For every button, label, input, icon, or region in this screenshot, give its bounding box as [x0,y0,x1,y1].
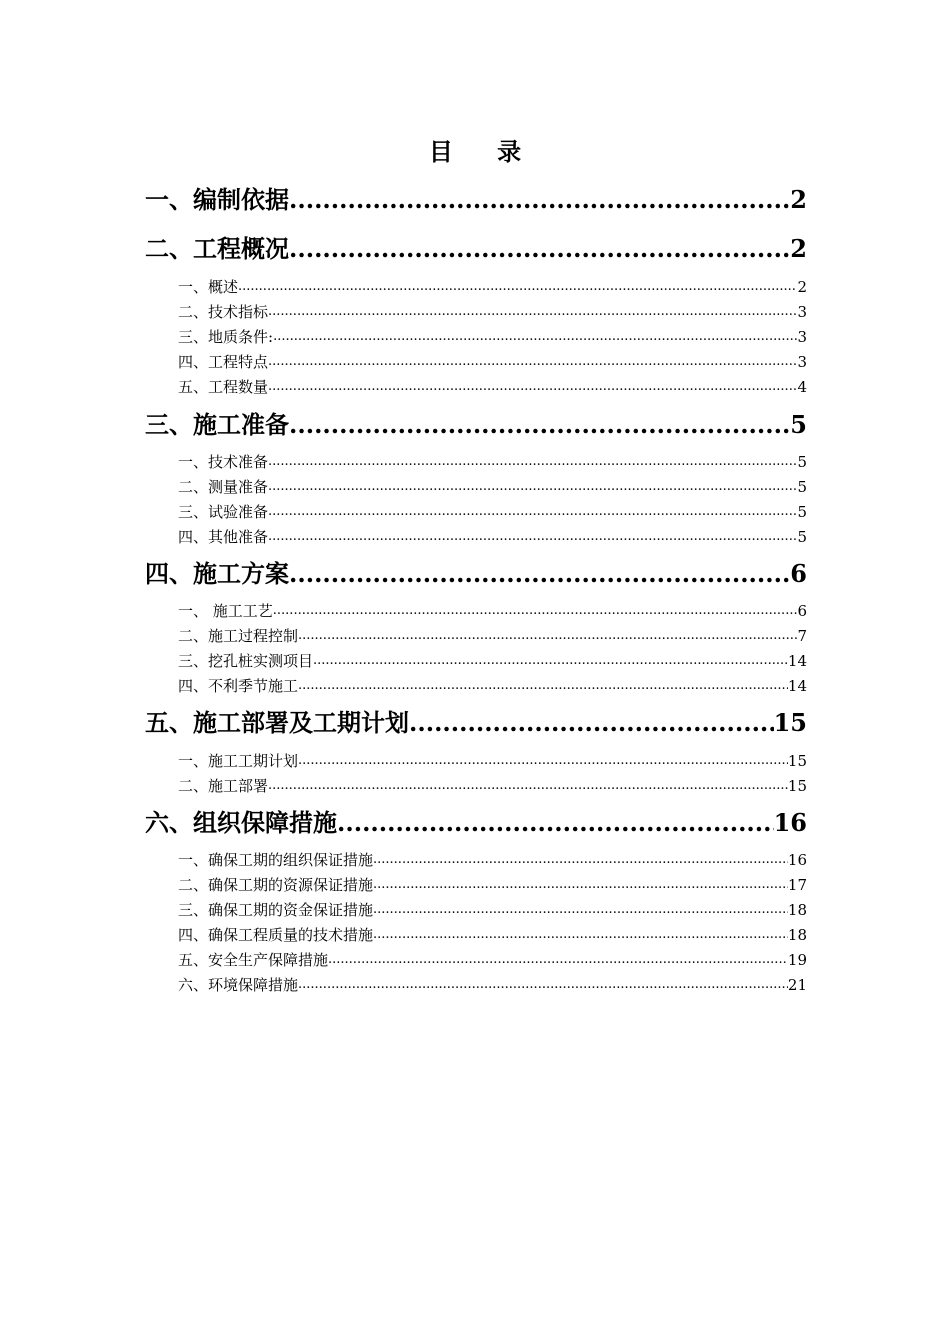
dot-leader [373,925,788,945]
toc-page-number: 2 [790,234,807,263]
toc-item-label: 二、确保工期的资源保证措施 [178,876,374,894]
toc-page-number: 6 [797,602,807,620]
toc-section-2[interactable] [145,233,807,265]
dot-leader [373,875,788,895]
toc-item-label: 四、确保工程质量的技术措施 [178,926,374,944]
dot-leader [313,651,788,671]
toc-page-number: 4 [797,378,807,396]
toc-page-number: 7 [797,627,807,645]
toc-item[interactable] [178,900,807,920]
toc-item-label: 一、概述 [178,278,239,296]
toc-section-label: 一、编制依据 [145,185,289,214]
toc-section-4[interactable] [145,558,807,590]
dot-leader [289,409,790,441]
toc-item[interactable] [178,377,807,397]
toc-item-label: 二、测量准备 [178,478,269,496]
toc-item-label: 五、工程数量 [178,378,269,396]
toc-page-number: 2 [790,185,807,214]
toc-item[interactable] [178,751,807,771]
dot-leader [289,558,790,590]
toc-item[interactable] [178,352,807,372]
dot-leader [289,233,790,265]
toc-item-label: 一、确保工期的组织保证措施 [178,851,374,869]
toc-page-number: 5 [797,453,807,471]
toc-item[interactable] [178,601,807,621]
dot-leader [298,975,788,995]
toc-item[interactable] [178,875,807,895]
dot-leader [289,184,790,216]
toc-item-label: 四、不利季节施工 [178,677,299,695]
dot-leader [337,807,774,839]
dot-leader [268,302,797,322]
toc-page-number: 19 [787,951,807,969]
toc-item[interactable] [178,327,807,347]
toc-item-label: 三、试验准备 [178,503,269,521]
toc-item[interactable] [178,302,807,322]
dot-leader [273,601,798,621]
toc-page-number: 5 [797,478,807,496]
dot-leader [373,850,788,870]
toc-item-label: 二、施工部署 [178,777,269,795]
toc-item-label: 二、施工过程控制 [178,627,299,645]
toc-item-label: 三、地质条件: [178,328,274,346]
toc-item[interactable] [178,776,807,796]
toc-title: 目 录 [428,137,540,166]
dot-leader [298,626,797,646]
toc-item-label: 四、工程特点 [178,353,269,371]
toc-item[interactable] [178,651,807,671]
toc-item[interactable] [178,676,807,696]
dot-leader [268,527,797,547]
toc-item[interactable] [178,626,807,646]
toc-page-number: 6 [790,559,807,588]
dot-leader [328,950,788,970]
toc-section-6[interactable] [145,807,807,839]
dot-leader [268,477,797,497]
toc-item[interactable] [178,452,807,472]
toc-page-number: 2 [797,278,807,296]
toc-page-number: 16 [787,851,807,869]
dot-leader [268,452,797,472]
toc-page-number: 15 [773,708,807,737]
toc-item[interactable] [178,477,807,497]
dot-leader [238,277,797,297]
dot-leader [298,751,788,771]
dot-leader [273,327,797,347]
toc-page-number: 14 [787,652,807,670]
dot-leader [298,676,788,696]
toc-section-3[interactable] [145,409,807,441]
toc-item-label: 二、技术指标 [178,303,269,321]
toc-page-number: 21 [787,976,807,994]
toc-item-label: 一、技术准备 [178,453,269,471]
toc-page-number: 3 [797,328,807,346]
toc-item-label: 三、确保工期的资金保证措施 [178,901,374,919]
toc-item-label: 五、安全生产保障措施 [178,951,329,969]
toc-item-label: 三、挖孔桩实测项目 [178,652,314,670]
dot-leader [268,352,797,372]
dot-leader [268,502,797,522]
toc-item-label: 六、环境保障措施 [178,976,299,994]
toc-page-number: 17 [787,876,807,894]
toc-item[interactable] [178,502,807,522]
toc-page-number: 3 [797,353,807,371]
toc-section-5[interactable] [145,707,807,739]
toc-page-number: 18 [787,926,807,944]
toc-item[interactable] [178,527,807,547]
toc-section-label: 六、组织保障措施 [145,808,337,837]
toc-page-number: 5 [797,528,807,546]
toc-item-label: 一、 施工工艺 [178,602,273,620]
toc-item[interactable] [178,950,807,970]
dot-leader [268,377,797,397]
dot-leader [409,707,774,739]
toc-page-number: 14 [787,677,807,695]
dot-leader [373,900,788,920]
toc-item[interactable] [178,925,807,945]
toc-item-label: 四、其他准备 [178,528,269,546]
toc-section-label: 五、施工部署及工期计划 [145,708,409,737]
toc-item[interactable] [178,277,807,297]
toc-page-number: 5 [790,410,807,439]
toc-item-label: 一、施工工期计划 [178,752,299,770]
toc-page-number: 5 [797,503,807,521]
toc-section-label: 二、工程概况 [145,234,289,263]
toc-item[interactable] [178,850,807,870]
toc-section-label: 四、施工方案 [145,559,289,588]
toc-page-number: 3 [797,303,807,321]
toc-page-number: 16 [773,808,807,837]
toc-page-number: 15 [787,777,807,795]
toc-section-1[interactable] [145,184,807,216]
toc-item[interactable] [178,975,807,995]
toc-section-label: 三、施工准备 [145,410,289,439]
dot-leader [268,776,788,796]
toc-page-number: 18 [787,901,807,919]
toc-page-number: 15 [787,752,807,770]
